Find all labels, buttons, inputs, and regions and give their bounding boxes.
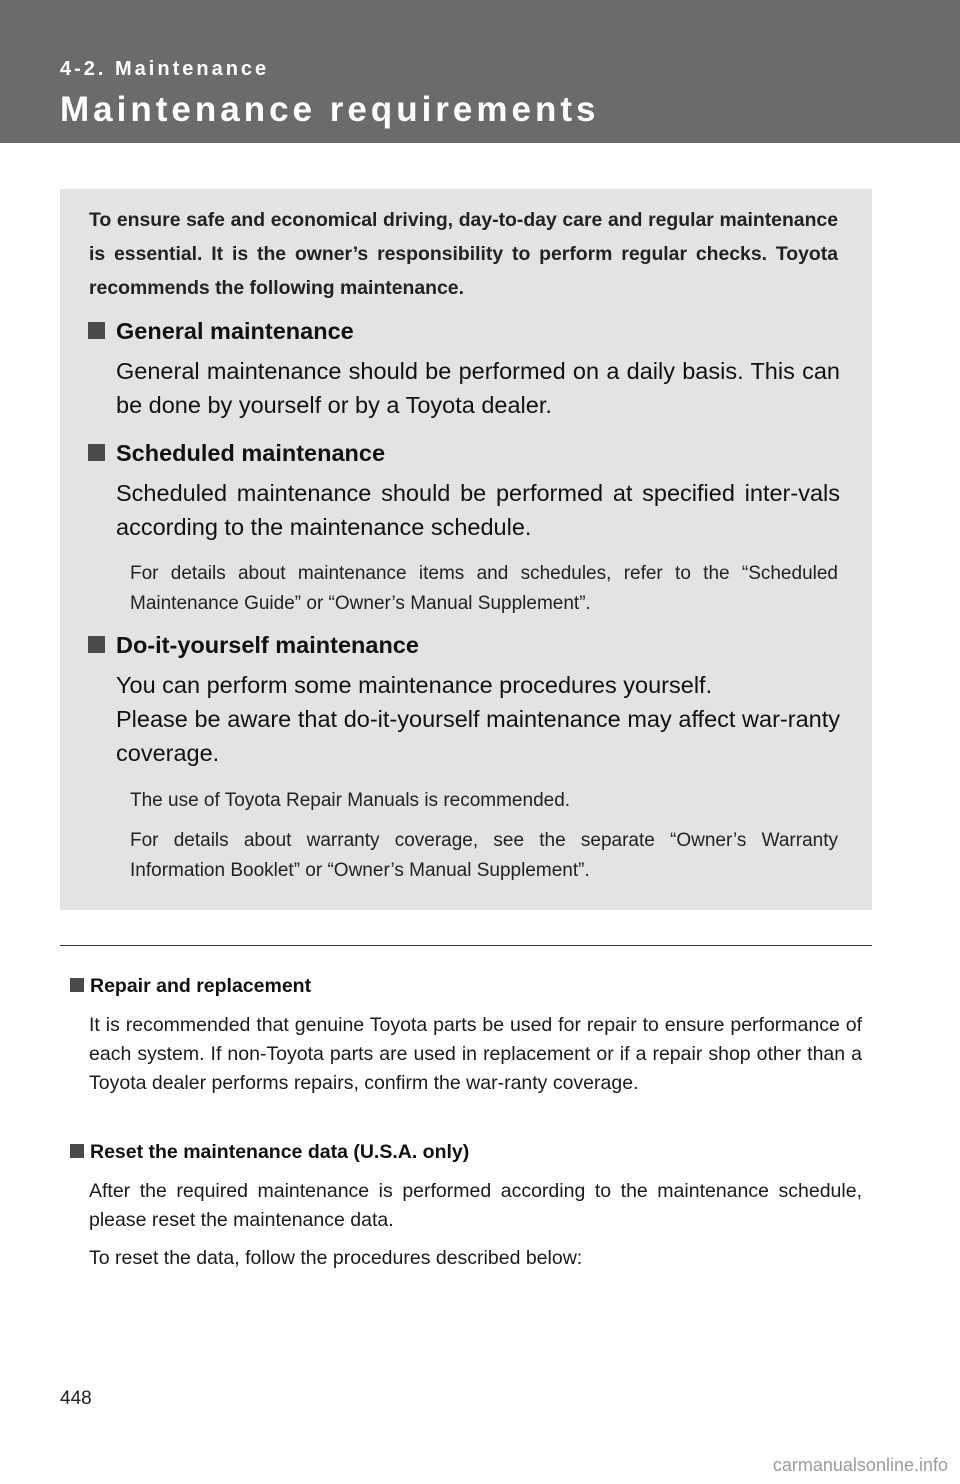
diy-maintenance-heading [88, 632, 419, 659]
repair-replacement-heading-text: Repair and replacement [90, 975, 312, 997]
general-maintenance-heading [88, 318, 354, 345]
general-maintenance-heading-text: General maintenance [116, 318, 354, 344]
intro-box [60, 189, 872, 910]
page-title: Maintenance requirements [60, 90, 600, 129]
scheduled-maintenance-heading-text: Scheduled maintenance [116, 440, 386, 466]
scheduled-maintenance-note: For details about maintenance items and schedules, refer to the “Scheduled Maintenance Guide” or “Owner’s Manual Supplement”. [130, 563, 838, 614]
diy-maintenance-body-line2: Please be aware that do-it-yourself maintenance may affect war-ranty coverage. [116, 706, 840, 766]
square-bullet-icon [88, 636, 105, 653]
square-bullet-icon [88, 322, 105, 339]
section-label: 4-2. Maintenance [60, 58, 270, 80]
reset-maintenance-paragraph: To reset the data, follow the procedures described below: [89, 1247, 583, 1269]
square-bullet-icon [70, 1144, 84, 1158]
section-divider [60, 945, 872, 946]
intro-paragraph: To ensure safe and economical driving, day-to-day care and regular maintenance is essential. It is the owner’s responsibility to perform regular checks. Toyota recommends the following maintenance. [89, 209, 838, 299]
repair-replacement-heading [70, 975, 311, 998]
diy-maintenance-note: The use of Toyota Repair Manuals is recommended. [130, 790, 571, 811]
diy-maintenance-heading-text: Do-it-yourself maintenance [116, 632, 419, 658]
scheduled-maintenance-body: Scheduled maintenance should be performed at specified inter-vals according to the maintenance schedule. [116, 480, 840, 540]
scheduled-maintenance-heading [88, 440, 385, 467]
page-number: 448 [60, 1388, 92, 1409]
square-bullet-icon [88, 444, 105, 461]
general-maintenance-body: General maintenance should be performed on a daily basis. This can be done by yourself or by a Toyota dealer. [116, 358, 840, 418]
reset-maintenance-data-heading [70, 1141, 469, 1164]
reset-maintenance-data-heading-text: Reset the maintenance data (U.S.A. only) [90, 1141, 470, 1163]
square-bullet-icon [70, 978, 84, 992]
watermark: carmanualsonline.info [772, 1455, 948, 1475]
chapter-header-band [0, 0, 960, 143]
diy-maintenance-body-line1: You can perform some maintenance procedures yourself. [116, 672, 713, 698]
diy-maintenance-note: For details about warranty coverage, see the separate “Owner’s Warranty Information Booklet” or “Owner’s Manual Supplement”. [130, 830, 838, 881]
reset-maintenance-paragraph: After the required maintenance is performed according to the maintenance schedule, please reset the maintenance data. [89, 1180, 862, 1231]
repair-replacement-paragraph: It is recommended that genuine Toyota parts be used for repair to ensure performance of each system. If non-Toyota parts are used in replacement or if a repair shop other than a Toyota dealer performs repairs, confirm the war-ranty coverage. [89, 1014, 862, 1094]
